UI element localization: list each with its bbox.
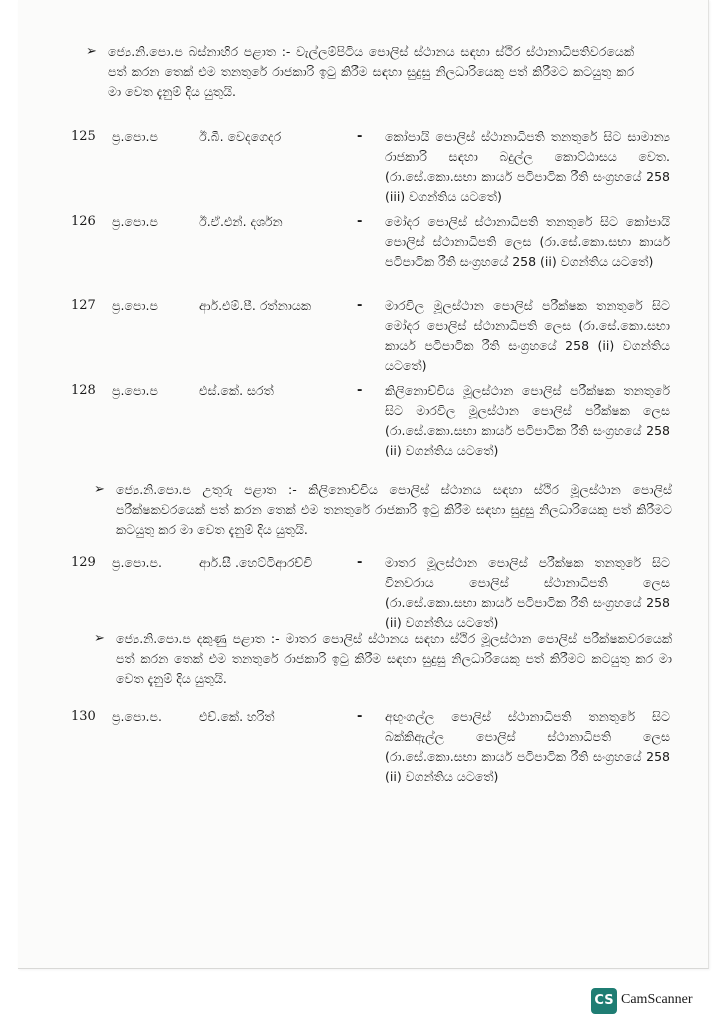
officer-rank: ප්‍ර.පො.ප: [112, 129, 158, 144]
transfer-description: මාතර මූලස්ථාන පොලිස් පරීක්ෂක තනතුරේ සිට විනවරාය පොලිස් ස්ථානාධිපති ලෙස (රා.සේ.කො.සභා කාර්ය පටිපාටික රීති සංග්‍රහයේ 258 (ii) වගන්තිය යටතේ): [385, 555, 670, 630]
note-text: ජ්‍යෙ.නි.පො.ප උතුරු පළාත :- කිලිනොච්චිය පොලිස් ස්ථානය සඳහා ස්ථිර මූලස්ථාන පොලිස් පරීක්ෂකවරයෙක් පත් කරන තෙක් එම තනතුරේ රාජකාරි ඉටු කිරීම සඳහා සුදුසු නිලධාරියෙකු පත් කිරීමට කටයුතු කර මා වෙත දැනුම් දිය යුතුයි.: [116, 482, 672, 537]
officer-rank: ප්‍ර.පො.ප.: [112, 709, 162, 724]
officer-name: එච්.කේ. හරිත්: [199, 709, 275, 724]
transfer-description: අඟුංගල්ල පොලිස් ස්ථානාධිපති තනතුරේ සිට බක්කිඇල්ල පොලිස් ස්ථානාධිපති ලෙස (රා.සේ.කො.සභා කාර්ය පටිපාටික රීති සංග්‍රහයේ 258 (ii) වගන්තිය යටතේ): [385, 709, 670, 784]
instruction-note: [94, 480, 672, 540]
transfer-description: මෝදර පොලිස් ස්ථානාධිපති තනතුරේ සිට කෝපායි පොලිස් ස්ථානාධිපති ලෙස (රා.සේ.කො.සභා කාර්ය පටිපාටික රීති සංග්‍රහයේ 258 (ii) වගන්තිය යටතේ): [385, 214, 670, 269]
entry-number: 126: [71, 214, 96, 229]
instruction-note: [94, 629, 672, 689]
entry-dash: -: [357, 298, 363, 313]
officer-name: ඊ.බී. වෙදගෙදර: [199, 129, 282, 144]
note-text: ජ්‍යෙ.නි.පො.ප දකුණු පළාත :- මාතර පොලිස් ස්ථානය සඳහා ස්ථිර මූලස්ථාන පොලිස් පරීක්ෂකවරයෙක් පත් කරන තෙක් එම තනතුරේ රාජකාරි ඉටු කිරීම සඳහා සුදුසු නිලධාරියෙකු පත් කිරීමට කටයුතු කර මා වෙත දැනුම් දිය යුතුයි.: [116, 631, 672, 686]
transfer-entry: [0, 296, 724, 380]
transfer-entry: [0, 127, 724, 211]
officer-name: එස්.කේ. සරත්: [199, 383, 274, 398]
officer-rank: ප්‍ර.පො.ප: [112, 298, 158, 313]
officer-rank: ප්‍ර.පො.ප: [112, 383, 158, 398]
entry-dash: -: [357, 383, 363, 398]
arrow-bullet-icon: ➢: [94, 631, 105, 646]
officer-rank: ප්‍ර.පො.ප.: [112, 555, 162, 570]
officer-name: ආර්.එම්.පී. රත්නායක: [199, 298, 311, 313]
entry-number: 125: [71, 129, 96, 144]
transfer-description: කෝපායි පොලිස් ස්ථානාධිපති තනතුරේ සිට සාමාන්‍ය රාජකාරි සඳහා බදුල්ල කොට්ඨාසය වෙත. (රා.සේ.කො.සභා කාර්ය පටිපාටික රීති සංග්‍රහයේ 258 (iii) වගන්තිය යටතේ): [385, 129, 670, 204]
entry-dash: -: [357, 709, 363, 724]
transfer-description: කිලිනොච්චිය මූලස්ථාන පොලිස් පරීක්ෂක තනතුරේ සිට මාරවිල මූලස්ථාන පොලිස් පරීක්ෂක ලෙස (රා.සේ.කො.සභා කාර්ය පටිපාටික රීති සංග්‍රහයේ 258 (ii) වගන්තිය යටතේ): [385, 383, 670, 458]
entry-dash: -: [357, 555, 363, 570]
entry-dash: -: [357, 214, 363, 229]
entry-number: 127: [71, 298, 96, 313]
officer-rank: ප්‍ර.පො.ප: [112, 214, 158, 229]
transfer-entry: [0, 553, 724, 637]
officer-name: ඊ.ඒ.එන්. දර්ශන: [199, 214, 283, 229]
entry-number: 129: [71, 555, 96, 570]
entry-dash: -: [357, 129, 363, 144]
transfer-description: මාරවිල මූලස්ථාන පොලිස් පරීක්ෂක තනතුරේ සිට මෝදර පොලිස් ස්ථානාධිපති ලෙස (රා.සේ.කො.සභා කාර්ය පටිපාටික රීති සංග්‍රහයේ 258 (ii) වගන්තිය යටතේ): [385, 298, 670, 373]
note-text: ජ්‍යෙ.නි.පො.ප බස්නාහිර පළාත :- වැල්ලම්පිටිය පොලිස් ස්ථානය සඳහා ස්ථිර ස්ථානාධිපතිවරයෙක් පත් කරන තෙක් එම තනතුරේ රාජකාරි ඉටු කිරීම සඳහා සුදුසු නිලධාරියෙකු පත් කිරීමට කටයුතු කර මා වෙත දැනුම් දිය යුතුයි.: [108, 44, 634, 99]
transfer-entry: [0, 707, 724, 797]
transfer-entry: [0, 381, 724, 481]
arrow-bullet-icon: ➢: [94, 482, 105, 497]
officer-name: ආර්.සී .හෙට්ටිආරච්චි: [199, 555, 313, 570]
transfer-entry: [0, 212, 724, 296]
entry-number: 130: [71, 709, 96, 724]
camscanner-watermark-text: CamScanner: [621, 992, 693, 1007]
instruction-note: [86, 42, 634, 102]
camscanner-logo-icon: CS: [591, 988, 617, 1014]
arrow-bullet-icon: ➢: [86, 44, 97, 59]
entry-number: 128: [71, 383, 96, 398]
